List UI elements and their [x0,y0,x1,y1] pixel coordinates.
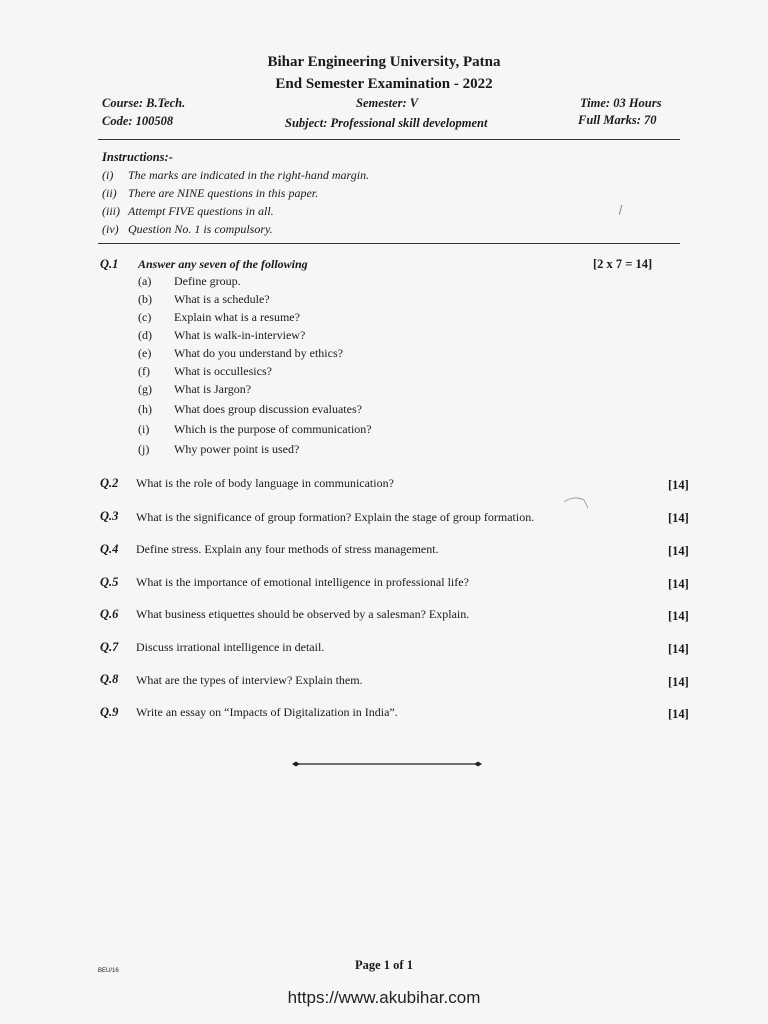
semester-label: Semester: V [356,96,419,110]
sub-question-letter: (e) [138,346,152,360]
sub-question [138,292,270,307]
question-number: Q.4 [100,542,119,556]
question-marks: [14] [668,511,689,525]
question-marks: [14] [668,675,689,689]
subject-label: Subject: Professional skill development [285,116,488,130]
instructions-divider [98,243,680,244]
question-text: What is the significance of group formation? Explain the stage of group formation. [136,510,535,524]
sub-question-text: What is a schedule? [174,292,270,306]
sub-question [138,310,300,325]
question-marks: [14] [668,609,689,623]
university-title: Bihar Engineering University, Patna [267,54,501,70]
instruction-item [102,168,369,183]
sub-question-text: Why power point is used? [174,442,300,456]
sub-question-text: Which is the purpose of communication? [174,422,372,436]
instruction-num: (iv) [102,222,119,236]
sub-question-letter: (c) [138,310,152,324]
page-number: Page 1 of 1 [355,958,413,972]
sub-question-letter: (h) [138,402,152,416]
question-text: What is the importance of emotional intelligence in professional life? [136,575,469,589]
instruction-item [102,186,318,201]
instruction-num: (ii) [102,186,117,200]
question-text: What is the role of body language in communication? [136,476,394,490]
instruction-text: There are NINE questions in this paper. [128,186,319,200]
sub-question-text: What is Jargon? [174,382,252,396]
question-marks: [14] [668,577,689,591]
form-code: BEU/16 [98,968,119,974]
question-marks: [14] [668,478,689,492]
question-marks: [14] [668,642,689,656]
sub-question-letter: (d) [138,328,152,342]
sub-question-text: What do you understand by ethics? [174,346,343,360]
question-marks: [2 x 7 = 14] [593,257,653,271]
instruction-num: (i) [102,168,114,182]
full-marks-label: Full Marks: 70 [578,113,657,127]
header-divider [98,139,680,140]
sub-question-text: Define group. [174,274,241,288]
instruction-item [102,204,274,219]
question-text: What business etiquettes should be observed by a salesman? Explain. [136,607,470,621]
end-divider [292,760,482,768]
code-label: Code: 100508 [102,114,174,128]
time-label: Time: 03 Hours [580,96,662,110]
instruction-item [102,222,273,237]
source-url: https://www.akubihar.com [287,988,481,1007]
question-text: Write an essay on “Impacts of Digitalization in India”. [136,705,398,719]
question-number: Q.2 [100,476,119,490]
sub-question-letter: (i) [138,422,150,436]
question-number: Q.6 [100,607,119,621]
sub-question-letter: (j) [138,442,150,456]
question-number: Q.1 [100,257,119,271]
question-number: Q.5 [100,575,119,589]
sub-question [138,422,372,437]
sub-question [138,364,272,379]
sub-question [138,382,251,397]
question-number: Q.8 [100,672,119,686]
sub-question [138,274,241,289]
pen-mark [619,205,624,215]
sub-question-letter: (g) [138,382,152,396]
question-text: Define stress. Explain any four methods of stress management. [136,542,439,556]
pen-mark [562,494,590,510]
sub-question [138,328,305,343]
sub-question-letter: (a) [138,274,152,288]
sub-question-letter: (b) [138,292,152,306]
exam-title: End Semester Examination - 2022 [275,76,493,92]
instruction-text: Question No. 1 is compulsory. [128,222,273,236]
sub-question-text: What is walk-in-interview? [174,328,306,342]
question-text: Answer any seven of the following [138,257,308,271]
question-number: Q.7 [100,640,119,654]
question-text: Discuss irrational intelligence in detail. [136,640,325,654]
instruction-num: (iii) [102,204,120,218]
question-number: Q.9 [100,705,119,719]
question-marks: [14] [668,707,689,721]
sub-question [138,346,343,361]
question-text: What are the types of interview? Explain them. [136,673,363,687]
sub-question [138,442,299,457]
question-marks: [14] [668,544,689,558]
instructions-heading: Instructions:- [102,150,173,164]
sub-question-text: What is occullesics? [174,364,272,378]
sub-question [138,402,362,417]
sub-question-text: What does group discussion evaluates? [174,402,362,416]
sub-question-text: Explain what is a resume? [174,310,300,324]
question-number: Q.3 [100,509,119,523]
sub-question-letter: (f) [138,364,150,378]
instruction-text: The marks are indicated in the right-hand margin. [128,168,370,182]
instruction-text: Attempt FIVE questions in all. [128,204,274,218]
course-label: Course: B.Tech. [102,96,186,110]
